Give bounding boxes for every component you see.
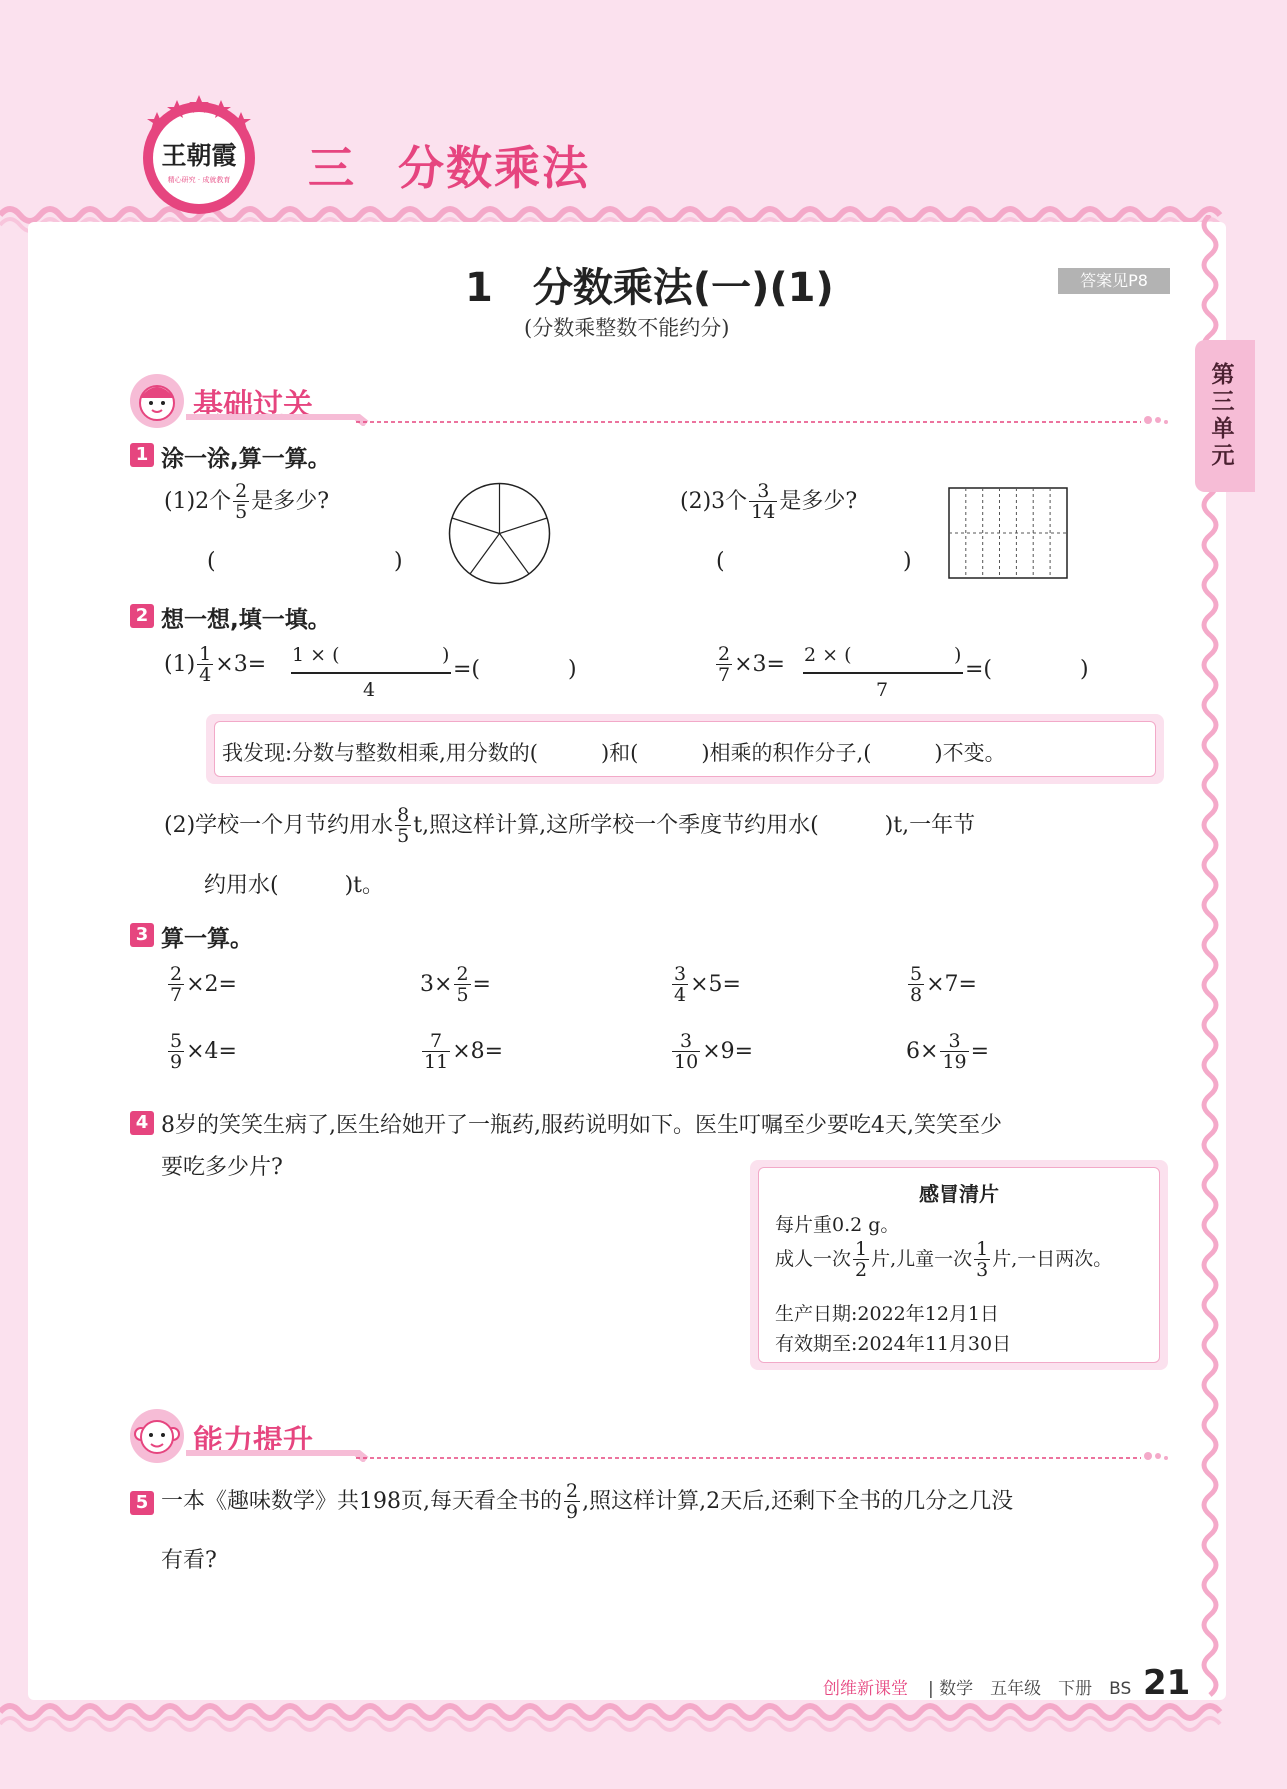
calc-fraction — [454, 965, 470, 1005]
chapter-heading — [308, 132, 590, 198]
q2-part1-right-expression — [714, 645, 785, 685]
footer-book-info: | 数学 五年级 下册 BS — [928, 1679, 1132, 1699]
section-divider — [186, 414, 1171, 426]
denominator: 19 — [942, 1051, 967, 1073]
fraction-1-4 — [197, 645, 213, 685]
unit-side-tab-label — [1205, 362, 1241, 470]
question-number-5: 5 — [130, 1491, 154, 1515]
q2-part1-label: (1) — [164, 652, 196, 677]
q1-part1-suffix: 是多少? — [251, 489, 330, 514]
fraction-1-2 — [853, 1240, 869, 1280]
q1-part1-prefix: (1)2个 — [164, 489, 232, 514]
footer-brand: 创维新课堂 — [823, 1679, 908, 1699]
circle-fifths-figure[interactable] — [447, 481, 552, 586]
side-tab-char: 单 — [1211, 416, 1235, 442]
side-tab-char: 三 — [1211, 389, 1235, 415]
numerator: 2 — [718, 643, 731, 665]
q1-part2-suffix: 是多少? — [779, 489, 858, 514]
calc-prefix: 6× — [906, 1039, 939, 1064]
calc-item-5[interactable] — [166, 1032, 237, 1072]
side-tab-char: 元 — [1211, 443, 1235, 469]
q2-part2-line1 — [164, 806, 975, 846]
fraction-8-5 — [395, 806, 411, 846]
q1-part1-text — [164, 482, 329, 522]
denominator: 7 — [718, 664, 731, 686]
q1-part1-answer-close: ) — [394, 549, 403, 574]
question-number-2: 2 — [130, 604, 154, 628]
denominator: 5 — [397, 825, 410, 847]
fraction-bar — [291, 672, 451, 674]
fraction-3-14 — [749, 482, 777, 522]
monkey-mascot-icon — [128, 1407, 186, 1465]
logo-slogan: 精心研究 · 成就教育 — [167, 176, 231, 184]
section-title-basic: 基础过关 — [193, 388, 313, 423]
q2-part1-right-numerator-close: ) — [954, 644, 962, 666]
chapter-number: 三 — [308, 141, 356, 195]
girl-mascot-icon — [128, 372, 186, 430]
calc-fraction — [422, 1032, 450, 1072]
question-number-3: 3 — [130, 923, 154, 947]
fraction-2-7 — [716, 645, 732, 685]
q2-part1-left-numerator-close: ) — [442, 644, 450, 666]
calc-suffix: = — [970, 1039, 990, 1064]
denominator: 14 — [751, 501, 776, 523]
calc-fraction — [168, 965, 184, 1005]
question-number-4: 4 — [130, 1111, 154, 1135]
calc-suffix: = — [472, 972, 491, 997]
q1-part1-answer-open[interactable]: ( — [207, 549, 216, 574]
numerator: 3 — [948, 1030, 961, 1052]
numerator: 1 — [199, 643, 212, 665]
calc-fraction — [908, 965, 924, 1005]
denominator: 5 — [456, 984, 469, 1006]
numerator: 2 — [170, 963, 183, 985]
denominator: 8 — [910, 984, 923, 1006]
page-number: 21 — [1143, 1663, 1191, 1703]
numerator: 5 — [170, 1030, 183, 1052]
calc-fraction — [672, 965, 688, 1005]
denominator: 7 — [170, 984, 183, 1006]
denominator: 9 — [170, 1051, 183, 1073]
q2-part1-left-result-open[interactable]: =( — [453, 657, 481, 682]
dosage-adult-label: 成人一次 — [775, 1248, 852, 1270]
section-divider — [186, 1450, 1171, 1462]
q2-part2-prefix: (2)学校一个月节约用水 — [164, 813, 394, 838]
q4-line1: 8岁的笑笑生病了,医生给她开了一瓶药,服药说明如下。医生叮嘱至少要吃4天,笑笑至少 — [161, 1113, 1002, 1138]
lesson-title: 1 分数乘法(一)(1) — [465, 265, 834, 311]
discovery-text[interactable]: 我发现:分数与整数相乘,用分数的( )和( )相乘的积作分子,( )不变。 — [222, 741, 1006, 765]
q2-part1-right-result-open[interactable]: =( — [965, 657, 993, 682]
fraction-1-3 — [974, 1240, 990, 1280]
lesson-subtitle: (分数乘整数不能约分) — [524, 316, 730, 340]
q2-part1-right-denominator: 7 — [876, 679, 889, 701]
numerator: 1 — [855, 1238, 868, 1260]
times-three: ×3= — [215, 652, 267, 677]
publisher-logo — [137, 92, 262, 217]
calc-suffix: ×7= — [926, 972, 977, 997]
numerator: 7 — [430, 1030, 443, 1052]
medicine-weight: 每片重0.2 g。 — [775, 1214, 900, 1236]
q2-part1-left-numerator: 1 × ( — [292, 644, 340, 666]
calc-item-4[interactable] — [906, 965, 977, 1005]
q1-prompt: 涂一涂,算一算。 — [161, 446, 331, 472]
numerator: 3 — [674, 963, 687, 985]
q2-part1-left-expression — [164, 645, 266, 685]
medicine-production-date: 生产日期:2022年12月1日 — [775, 1303, 1000, 1325]
q1-part2-prefix: (2)3个 — [680, 489, 748, 514]
calc-fraction — [940, 1032, 968, 1072]
q2-prompt: 想一想,填一填。 — [161, 607, 331, 633]
rectangle-fourteenths-figure[interactable] — [948, 487, 1068, 579]
times-three: ×3= — [734, 652, 785, 677]
calc-item-8[interactable] — [906, 1032, 989, 1072]
section-title-advanced: 能力提升 — [193, 1424, 313, 1459]
chapter-title-text: 分数乘法 — [398, 141, 590, 195]
medicine-dosage — [775, 1240, 1112, 1280]
q5-prefix: 一本《趣味数学》共198页,每天看全书的 — [161, 1489, 562, 1514]
fraction-2-9 — [564, 1482, 580, 1522]
bottom-wave-border — [0, 1700, 1287, 1740]
fraction-bar — [803, 672, 963, 674]
question-number-1: 1 — [130, 443, 154, 467]
answer-reference-badge: 答案见P8 — [1058, 268, 1170, 294]
calc-item-6[interactable] — [420, 1032, 503, 1072]
calc-item-3[interactable] — [670, 965, 741, 1005]
q2-part1-left-denominator: 4 — [363, 679, 376, 701]
q3-prompt: 算一算。 — [161, 926, 253, 952]
q5-suffix: ,照这样计算,2天后,还剩下全书的几分之几没 — [582, 1489, 1014, 1514]
calc-item-2[interactable] — [420, 965, 491, 1005]
calc-suffix: ×8= — [452, 1039, 504, 1064]
q2-part1-right-result-close: ) — [1080, 657, 1089, 682]
numerator: 3 — [757, 480, 770, 502]
q4-line2: 要吃多少片? — [161, 1155, 283, 1180]
numerator: 2 — [235, 480, 248, 502]
calc-prefix: 3× — [420, 972, 453, 997]
logo-text: 王朝霞 — [161, 141, 237, 170]
denominator: 9 — [566, 1501, 579, 1523]
calc-item-7[interactable] — [670, 1032, 753, 1072]
numerator: 3 — [680, 1030, 693, 1052]
q2-part2-line2[interactable]: 约用水( )t。 — [204, 873, 385, 898]
calc-item-1[interactable] — [166, 965, 237, 1005]
denominator: 3 — [976, 1259, 989, 1281]
q5-line1 — [161, 1482, 1013, 1522]
dosage-child-label: 片,儿童一次 — [871, 1248, 973, 1270]
numerator: 5 — [910, 963, 923, 985]
q2-part2-suffix[interactable]: t,照这样计算,这所学校一个季度节约用水( )t,一年节 — [413, 813, 976, 838]
denominator: 4 — [199, 664, 212, 686]
q1-part2-text — [680, 482, 857, 522]
denominator: 10 — [674, 1051, 699, 1073]
calc-fraction — [168, 1032, 184, 1072]
medicine-expiry-date: 有效期至:2024年11月30日 — [775, 1333, 1012, 1355]
denominator: 2 — [855, 1259, 868, 1281]
denominator: 5 — [235, 501, 248, 523]
numerator: 1 — [976, 1238, 989, 1260]
q5-line2: 有看? — [161, 1548, 217, 1573]
numerator: 2 — [566, 1480, 579, 1502]
calc-suffix: ×4= — [186, 1039, 237, 1064]
side-tab-char: 第 — [1211, 362, 1235, 388]
denominator: 11 — [424, 1051, 449, 1073]
calc-suffix: ×9= — [702, 1039, 754, 1064]
numerator: 2 — [456, 963, 469, 985]
q2-part1-right-numerator: 2 × ( — [804, 644, 852, 666]
medicine-title: 感冒清片 — [919, 1182, 999, 1206]
denominator: 4 — [674, 984, 687, 1006]
calc-suffix: ×5= — [690, 972, 741, 997]
dosage-frequency: 片,一日两次。 — [992, 1248, 1113, 1270]
calc-suffix: ×2= — [186, 972, 237, 997]
calc-fraction — [672, 1032, 700, 1072]
q1-part2-answer-close: ) — [903, 549, 912, 574]
q1-part2-answer-open[interactable]: ( — [716, 549, 725, 574]
q2-part1-left-result-close: ) — [568, 657, 577, 682]
fraction-2-5 — [233, 482, 249, 522]
numerator: 8 — [397, 804, 410, 826]
